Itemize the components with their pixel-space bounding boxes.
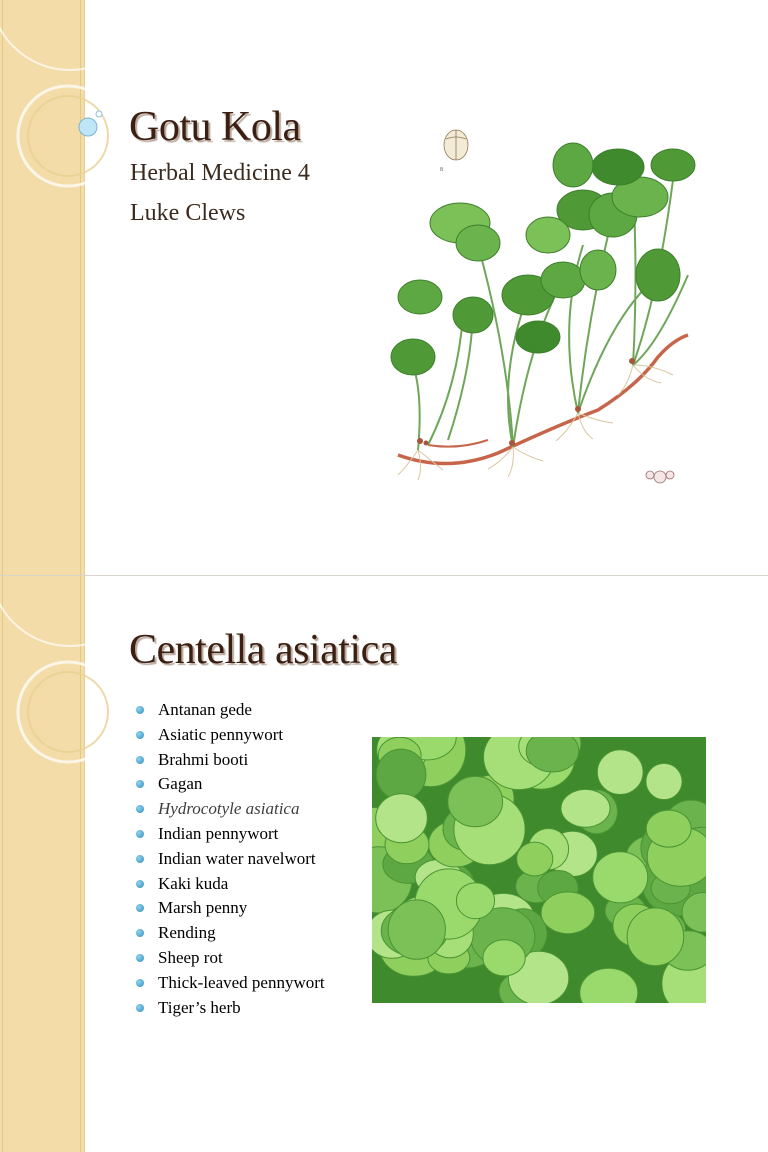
leaf-shape bbox=[597, 750, 643, 795]
bullet-icon bbox=[136, 731, 144, 739]
common-name-item bbox=[136, 897, 325, 922]
leaf-shape bbox=[376, 794, 428, 843]
common-name-text: Thick-leaved pennywort bbox=[158, 972, 325, 992]
leaf-shape bbox=[456, 883, 494, 919]
common-name-item bbox=[136, 848, 325, 873]
common-name-item bbox=[136, 972, 325, 997]
common-names-list bbox=[136, 699, 325, 1021]
bullet-icon bbox=[136, 904, 144, 912]
common-name-item bbox=[136, 699, 325, 724]
common-name-item bbox=[136, 873, 325, 898]
leaf-shape bbox=[646, 810, 691, 847]
common-name-item bbox=[136, 823, 325, 848]
svg-text:8: 8 bbox=[440, 167, 443, 173]
common-name-text: Indian water navelwort bbox=[158, 848, 316, 868]
leaf-shape bbox=[561, 789, 610, 827]
subtitle-author: Luke Clews bbox=[130, 200, 246, 226]
bullet-icon bbox=[136, 855, 144, 863]
leaf-shape bbox=[541, 892, 595, 934]
common-name-text: Hydrocotyle asiatica bbox=[158, 799, 300, 819]
leaf-shape bbox=[646, 763, 682, 799]
common-name-text: Antanan gede bbox=[158, 700, 252, 719]
leaf-shape bbox=[593, 852, 648, 903]
bullet-icon bbox=[136, 706, 144, 714]
slide-title: Centella asiatica bbox=[129, 627, 397, 673]
slide-2 bbox=[0, 576, 768, 1152]
leaf-cluster bbox=[372, 737, 706, 1003]
leaf-shape bbox=[483, 940, 525, 976]
common-name-item bbox=[136, 947, 325, 972]
leaf-shape bbox=[517, 842, 553, 876]
common-name-item bbox=[136, 749, 325, 774]
common-name-text: Indian pennywort bbox=[158, 823, 279, 843]
bullet-icon bbox=[136, 805, 144, 813]
common-name-item bbox=[136, 798, 325, 823]
common-name-text: Asiatic pennywort bbox=[158, 724, 284, 744]
common-name-text: Sheep rot bbox=[158, 947, 223, 967]
bullet-icon bbox=[136, 830, 144, 838]
common-name-item bbox=[136, 997, 325, 1022]
common-name-text: Marsh penny bbox=[158, 898, 248, 918]
subtitle-course: Herbal Medicine 4 bbox=[130, 160, 310, 186]
bullet-icon bbox=[136, 780, 144, 788]
bullet-icon bbox=[136, 880, 144, 888]
leaf-shape bbox=[376, 749, 426, 800]
common-name-text: Brahmi booti bbox=[158, 749, 249, 769]
common-name-text: Tiger’s herb bbox=[158, 997, 241, 1017]
gotu-kola-leaves-photo bbox=[372, 737, 706, 1003]
common-name-item bbox=[136, 922, 325, 947]
bullet-icon bbox=[136, 979, 144, 987]
slide-title: Gotu Kola bbox=[129, 104, 301, 150]
gotu-kola-illustration bbox=[388, 125, 708, 490]
bullet-icon bbox=[136, 954, 144, 962]
bullet-icon bbox=[136, 1004, 144, 1012]
decorative-circles bbox=[0, 576, 130, 836]
bullet-icon bbox=[136, 929, 144, 937]
leaf-shape bbox=[627, 908, 684, 966]
bullet-icon bbox=[136, 756, 144, 764]
common-name-item bbox=[136, 773, 325, 798]
common-name-text: Kaki kuda bbox=[158, 873, 229, 893]
common-name-text: Rending bbox=[158, 923, 216, 943]
common-name-item bbox=[136, 724, 325, 749]
leaf-shape bbox=[448, 776, 503, 826]
leaf-shape bbox=[388, 900, 445, 959]
common-name-text: Gagan bbox=[158, 774, 203, 794]
decorative-circles bbox=[0, 0, 130, 260]
